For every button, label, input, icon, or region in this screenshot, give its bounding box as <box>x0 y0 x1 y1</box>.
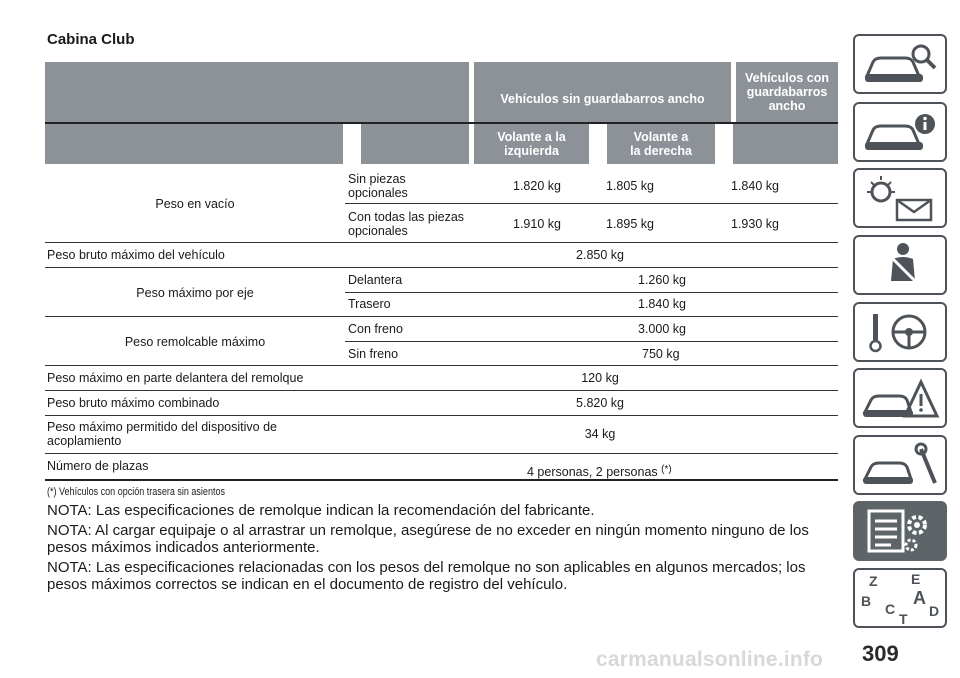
tab-lights-messages[interactable] <box>853 168 947 228</box>
no-options-lhd: 1.820 kg <box>513 179 561 193</box>
rear-axle-value: 1.840 kg <box>638 297 686 311</box>
front-axle-label: Delantera <box>348 273 403 287</box>
all-options-wide: 1.930 kg <box>731 217 779 231</box>
list-gear-icon <box>855 503 945 559</box>
tab-technical-data[interactable] <box>853 501 947 561</box>
header-left-hand-drive: Volante a la izquierda <box>474 124 589 164</box>
car-wrench-icon <box>855 437 945 493</box>
header-blank-4 <box>733 124 838 164</box>
index-letter-b: B <box>861 593 872 609</box>
trailer-front-label: Peso máximo en parte delantera del remolque <box>47 371 304 385</box>
header-blank-3 <box>361 124 469 164</box>
unbraked-value: 750 kg <box>642 347 680 361</box>
row-divider <box>45 242 838 243</box>
note-2: NOTA: Al cargar equipaje o al arrastrar un remolque, asegúrese de no exceder en ningún momento ninguno de los pesos máximos indicados anteriormente. <box>47 522 809 556</box>
tab-vehicle-info[interactable] <box>853 102 947 162</box>
seatbelt-icon <box>855 237 945 293</box>
index-letter-z: Z <box>869 573 878 589</box>
no-options-rhd: 1.805 kg <box>606 179 654 193</box>
empty-weight-label: Peso en vacío <box>155 197 235 211</box>
steering-wheel-key-icon <box>855 304 945 360</box>
note-3: NOTA: Las especificaciones relacionadas con los pesos del remolque no son aplicables en algunos mercados; los pesos máximos correctos se indican en el documento de registro del vehículo. <box>47 559 806 593</box>
row-divider <box>345 341 838 342</box>
warning-light-mail-icon <box>855 170 945 226</box>
index-letter-e: E <box>911 571 921 587</box>
seats-label: Número de plazas <box>47 459 149 473</box>
row-divider <box>45 453 838 454</box>
alphabet-index-icon <box>855 570 945 626</box>
gross-weight-label: Peso bruto máximo del vehículo <box>47 248 225 262</box>
all-options-lhd: 1.910 kg <box>513 217 561 231</box>
braked-label: Con freno <box>348 322 403 336</box>
tab-maintenance[interactable] <box>853 435 947 495</box>
row-divider <box>45 390 838 391</box>
row-divider <box>45 316 838 317</box>
tab-vehicle-overview[interactable] <box>853 34 947 94</box>
car-search-icon <box>855 36 945 92</box>
no-options-wide: 1.840 kg <box>731 179 779 193</box>
index-letter-a: A <box>913 588 926 608</box>
unbraked-label: Sin freno <box>348 347 399 361</box>
braked-value: 3.000 kg <box>638 322 686 336</box>
no-options-label: Sin piezas opcionales <box>348 172 408 200</box>
row-divider <box>45 365 838 366</box>
seats-footnote-marker: (*) <box>661 464 672 475</box>
all-options-rhd: 1.895 kg <box>606 217 654 231</box>
header-blank-2 <box>45 124 343 164</box>
axle-weight-label: Peso máximo por eje <box>136 286 254 300</box>
tab-index[interactable] <box>853 568 947 628</box>
combined-label: Peso bruto máximo combinado <box>47 396 220 410</box>
tab-emergency[interactable] <box>853 368 947 428</box>
towable-label: Peso remolcable máximo <box>124 335 266 349</box>
car-info-icon <box>855 104 945 160</box>
tab-safety[interactable] <box>853 235 947 295</box>
watermark: carmanualsonline.info <box>596 648 824 671</box>
trailer-front-value: 120 kg <box>581 371 619 385</box>
index-letter-t: T <box>899 611 908 626</box>
table-bottom-rule <box>45 479 838 481</box>
rear-axle-label: Trasero <box>348 297 391 311</box>
front-axle-value: 1.260 kg <box>638 273 686 287</box>
index-letter-c: C <box>885 601 896 617</box>
tab-starting-driving[interactable] <box>853 302 947 362</box>
header-no-wide-fender: Vehículos sin guardabarros ancho <box>474 62 731 122</box>
seats-value-text: 4 personas, 2 personas <box>527 465 658 479</box>
car-warning-triangle-icon <box>855 370 945 426</box>
header-blank-1 <box>45 62 469 122</box>
combined-value: 5.820 kg <box>576 396 624 410</box>
header-wide-fender: Vehículos con guardabarros ancho <box>736 62 838 122</box>
header-right-hand-drive: Volante a la derecha <box>607 124 715 164</box>
coupling-value: 34 kg <box>584 427 616 441</box>
seats-value <box>527 463 672 479</box>
note-1: NOTA: Las especificaciones de remolque indican la recomendación del fabricante. <box>47 502 595 519</box>
page-title: Cabina Club <box>47 31 135 48</box>
row-divider <box>345 292 838 293</box>
all-options-label: Con todas las piezas opcionales <box>348 210 465 238</box>
page-number: 309 <box>862 641 899 666</box>
coupling-label: Peso máximo permitido del dispositivo de acoplamiento <box>47 420 277 448</box>
index-letter-d: D <box>929 603 940 619</box>
row-divider <box>45 267 838 268</box>
row-divider <box>345 203 838 204</box>
gross-weight-value: 2.850 kg <box>576 248 624 262</box>
row-divider <box>45 415 838 416</box>
footnote: (*) Vehículos con opción trasera sin asientos <box>47 486 225 498</box>
